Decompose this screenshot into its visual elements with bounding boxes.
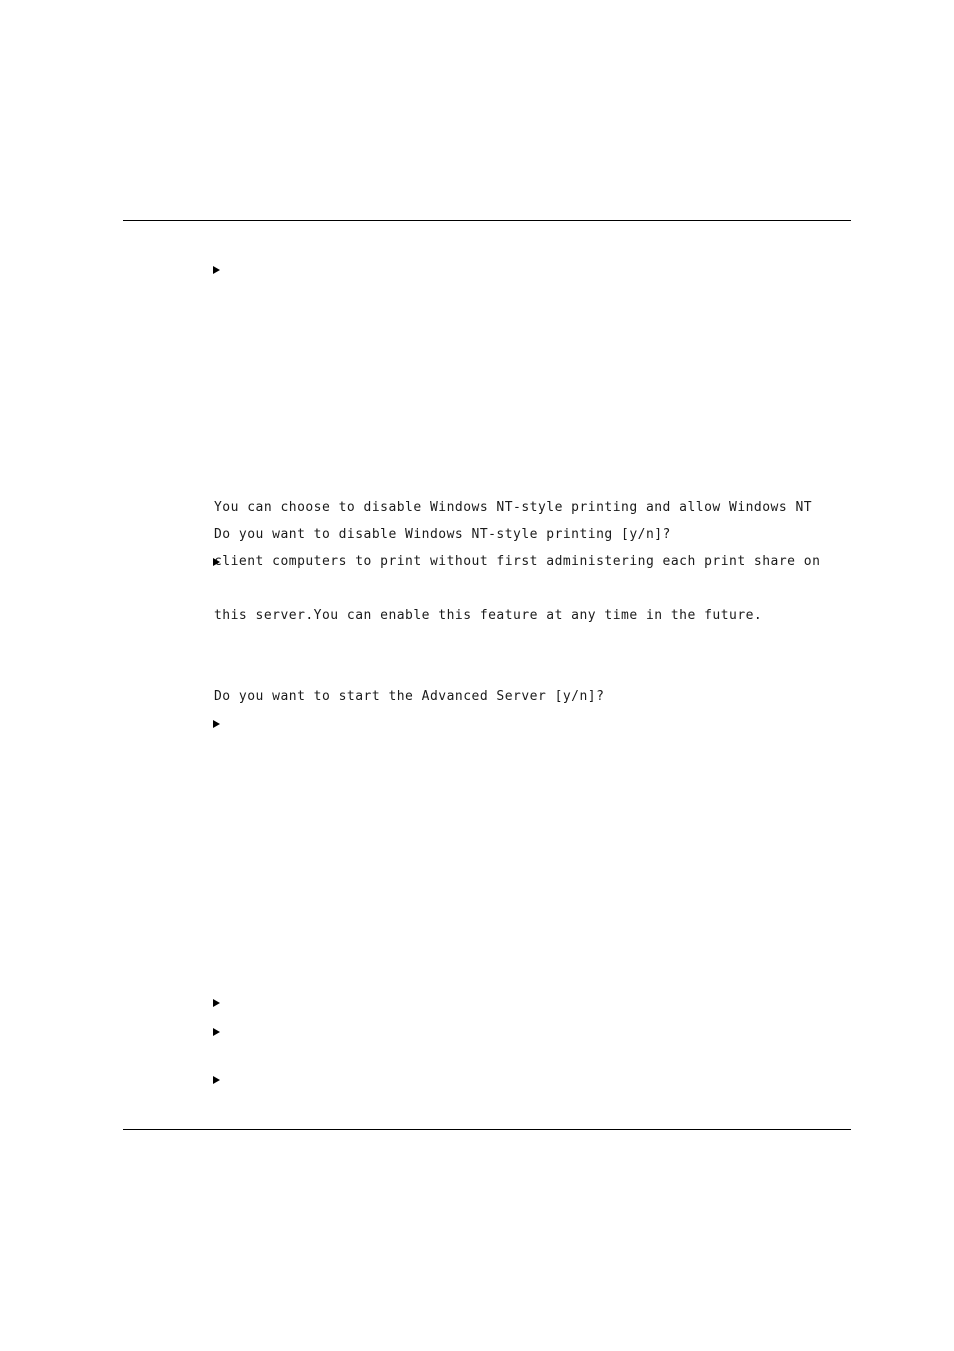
bullet-icon: [213, 999, 220, 1007]
nt-printing-info-line-3: this server.You can enable this feature at any time in the future.: [214, 608, 763, 623]
nt-printing-info-line-2: client computers to print without first administering each print share on: [214, 554, 821, 569]
nt-printing-info: [214, 463, 820, 661]
header-rule: [123, 220, 851, 221]
nt-printing-prompt: Do you want to disable Windows NT-style printing [y/n]?: [214, 527, 671, 542]
bullet-icon: [213, 1076, 220, 1084]
bullet-icon: [213, 720, 220, 728]
nt-printing-info-line-1: You can choose to disable Windows NT-style printing and allow Windows NT: [214, 500, 813, 515]
start-server-prompt: Do you want to start the Advanced Server [y/n]?: [214, 689, 605, 704]
bullet-icon: [213, 266, 220, 274]
bullet-icon: [213, 558, 220, 566]
bullet-icon: [213, 1028, 220, 1036]
footer-rule: [123, 1129, 851, 1130]
